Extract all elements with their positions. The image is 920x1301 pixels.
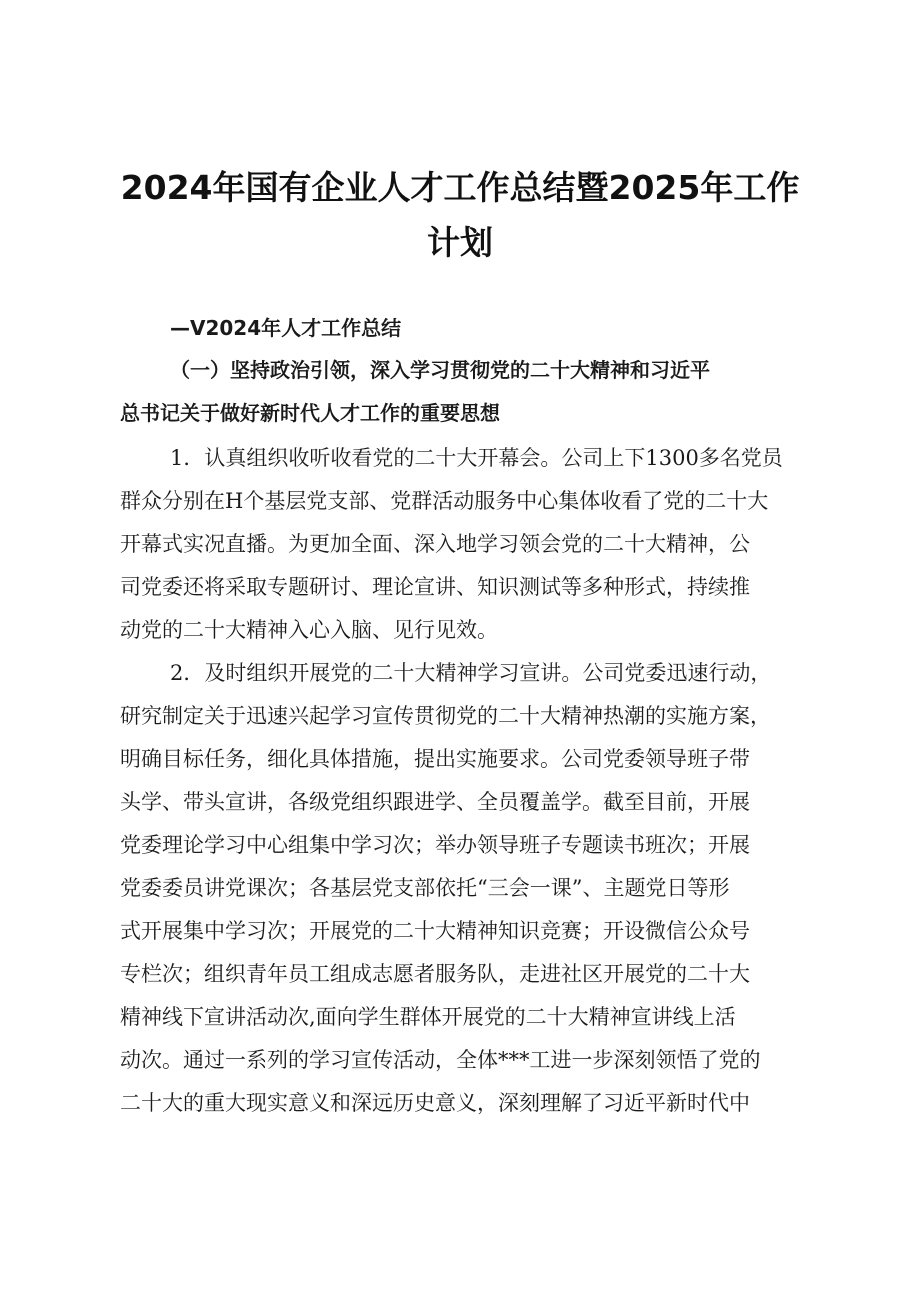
paragraph-2-line: 二十大的重大现实意义和深远历史意义，深刻理解了习近平新时代中 xyxy=(120,1091,750,1115)
paragraph-1-line: 1．认真组织收听收看党的二十大开幕会。公司上下1300多名党员 xyxy=(170,446,783,470)
paragraph-1-line: 群众分别在H个基层党支部、党群活动服务中心集体收看了党的二十大 xyxy=(120,489,769,513)
paragraph-2-line: 研究制定关于迅速兴起学习宣传贯彻党的二十大精神热潮的实施方案， xyxy=(120,704,771,728)
paragraph-2-line: 头学、带头宣讲，各级党组织跟进学、全员覆盖学。截至目前，开展 xyxy=(120,790,750,814)
paragraph-2-line: 式开展集中学习次；开展党的二十大精神知识竞赛；开设微信公众号 xyxy=(120,919,750,943)
paragraph-2-line: 精神线下宣讲活动次,面向学生群体开展党的二十大精神宣讲线上活 xyxy=(120,1005,736,1029)
paragraph-2-line: 2．及时组织开展党的二十大精神学习宣讲。公司党委迅速行动， xyxy=(170,661,772,685)
paragraph-2-line: 党委委员讲党课次；各基层党支部依托“三会一课”、主题党日等形 xyxy=(120,876,730,900)
paragraph-1-line: 司党委还将采取专题研讨、理论宣讲、知识测试等多种形式，持续推 xyxy=(120,575,750,599)
paragraph-2-line: 专栏次；组织青年员工组成志愿者服务队，走进社区开展党的二十大 xyxy=(120,962,750,986)
subsection-heading-line-1: （一）坚持政治引领，深入学习贯彻党的二十大精神和习近平 xyxy=(170,358,710,382)
section-heading: —V2024年人才工作总结 xyxy=(170,316,402,340)
paragraph-1-line: 动党的二十大精神入心入脑、见行见效。 xyxy=(120,618,498,642)
paragraph-2-line: 动次。通过一系列的学习宣传活动，全体***工进一步深刻领悟了党的 xyxy=(120,1048,761,1072)
document-title-line-2: 计划 xyxy=(427,223,493,262)
paragraph-2-line: 党委理论学习中心组集中学习次；举办领导班子专题读书班次；开展 xyxy=(120,833,750,857)
subsection-heading-line-2: 总书记关于做好新时代人才工作的重要思想 xyxy=(120,401,500,425)
document-title-line-1: 2024年国有企业人才工作总结暨2025年工作 xyxy=(120,168,800,207)
paragraph-1-line: 开幕式实况直播。为更加全面、深入地学习领会党的二十大精神，公 xyxy=(120,532,750,556)
paragraph-2-line: 明确目标任务，细化具体措施，提出实施要求。公司党委领导班子带 xyxy=(120,747,750,771)
